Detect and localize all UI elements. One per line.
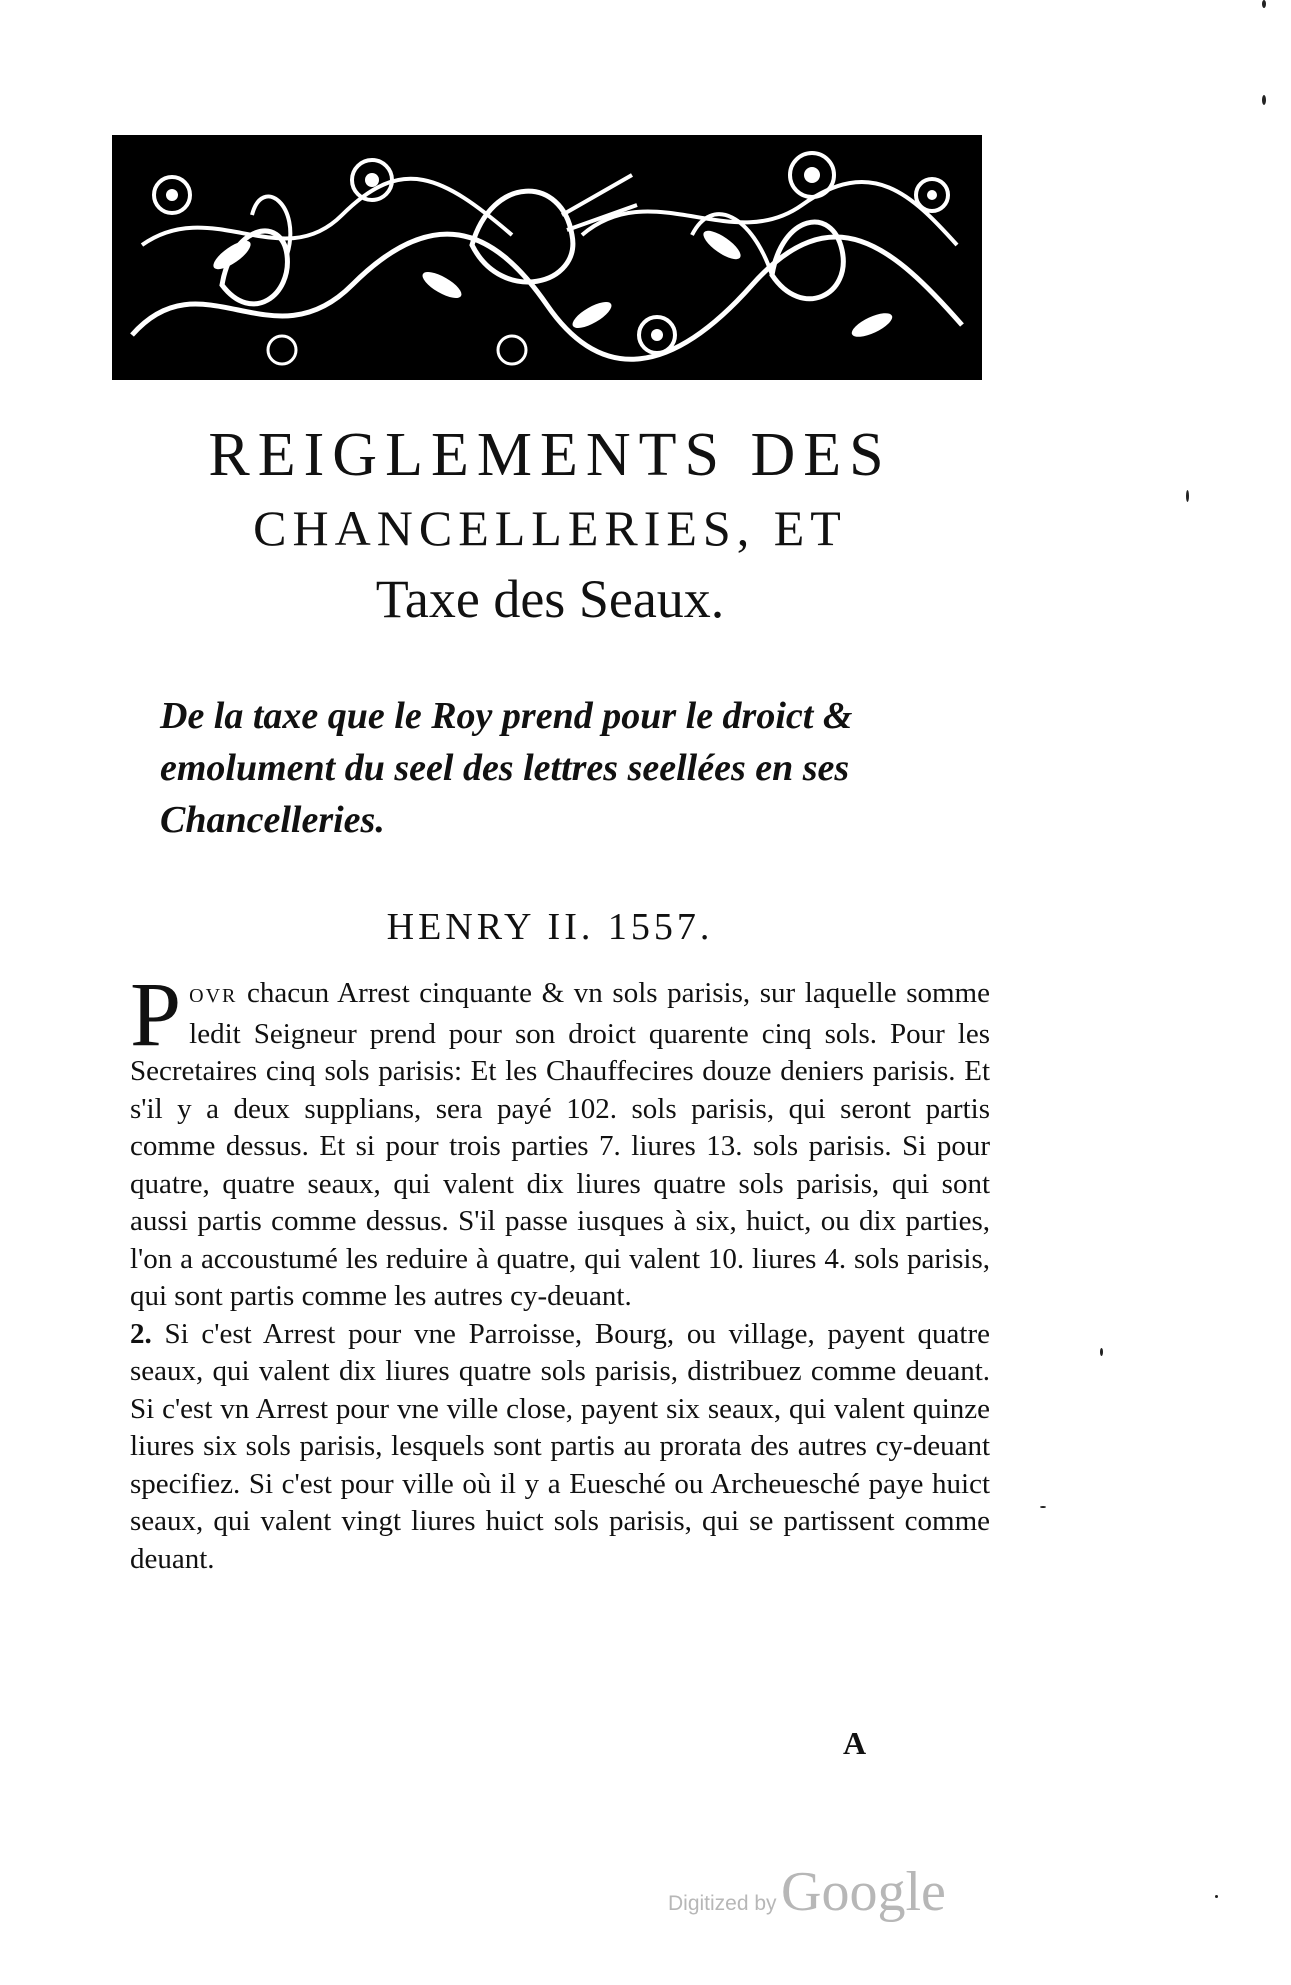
- scan-speck: [1215, 1895, 1218, 1898]
- small-caps-lead: OVR: [189, 985, 238, 1007]
- signature-mark: A: [843, 1725, 867, 1761]
- paragraph-2: [130, 1316, 990, 1579]
- paragraph-1-text: chacun Arrest cinquante & vn sols parisis, sur laquelle somme ledit Seigneur prend pour son droict quarente cinq sols. Pour les Secretaires cinq sols parisis: Et les Chauffecires douze deniers parisis. Et s'il y a deux supplians, sera payé 102. sols parisis, qui seront partis comme dessus. Et si pour trois parties 7. liures 13. sols parisis. Si pour quatre, quatre seaux, qui valent dix liures quatre sols parisis, qui sont aussi partis comme dessus. S'il passe iusques à six, huict, ou dix parties, l'on a accoustumé les reduire à quatre, qui valent 10. liures 4. sols parisis, qui sont partis comme les autres cy-deuant.: [130, 977, 990, 1312]
- scan-speck: [1262, 0, 1266, 8]
- scan-speck: [1040, 1506, 1046, 1508]
- title-line-3: Taxe des Seaux.: [375, 569, 725, 629]
- watermark-prefix: Digitized by: [668, 1892, 777, 1915]
- drop-cap: P: [130, 963, 182, 1065]
- section-heading: De la taxe que le Roy prend pour le droict & emolument du seel des lettres seellées en ses Chancelleries.: [160, 695, 853, 841]
- title-line-2: CHANCELLERIES, ET: [253, 500, 847, 556]
- body-text: [130, 963, 990, 1578]
- watermark-brand: Google: [781, 1861, 946, 1923]
- title-block: [110, 418, 990, 634]
- reign-heading: HENRY II. 1557.: [386, 906, 714, 948]
- paragraph-2-text: Si c'est Arrest pour vne Parroisse, Bourg, ou village, payent quatre seaux, qui valent dix liures quatre sols parisis, distribuez comme deuant. Si c'est vn Arrest pour vne ville close, payent six seaux, qui valent quinze liures six sols parisis, lesquels sont partis au prorata des autres cy-deuant specifiez. Si c'est pour ville où il y a Euesché ou Archeuesché paye huict seaux, qui valent vingt liures huict sols parisis, qui se partissent comme deuant.: [130, 1317, 990, 1575]
- title-line-1: REIGLEMENTS DES: [208, 421, 892, 489]
- scan-speck: [1262, 95, 1266, 105]
- scan-speck: [1186, 490, 1189, 502]
- paragraph-1: [130, 963, 990, 1316]
- paragraph-number: 2.: [130, 1317, 152, 1350]
- floral-bird-ornament-icon: [112, 135, 982, 380]
- digitized-watermark: [668, 1860, 946, 1924]
- scan-speck: [1100, 1348, 1103, 1356]
